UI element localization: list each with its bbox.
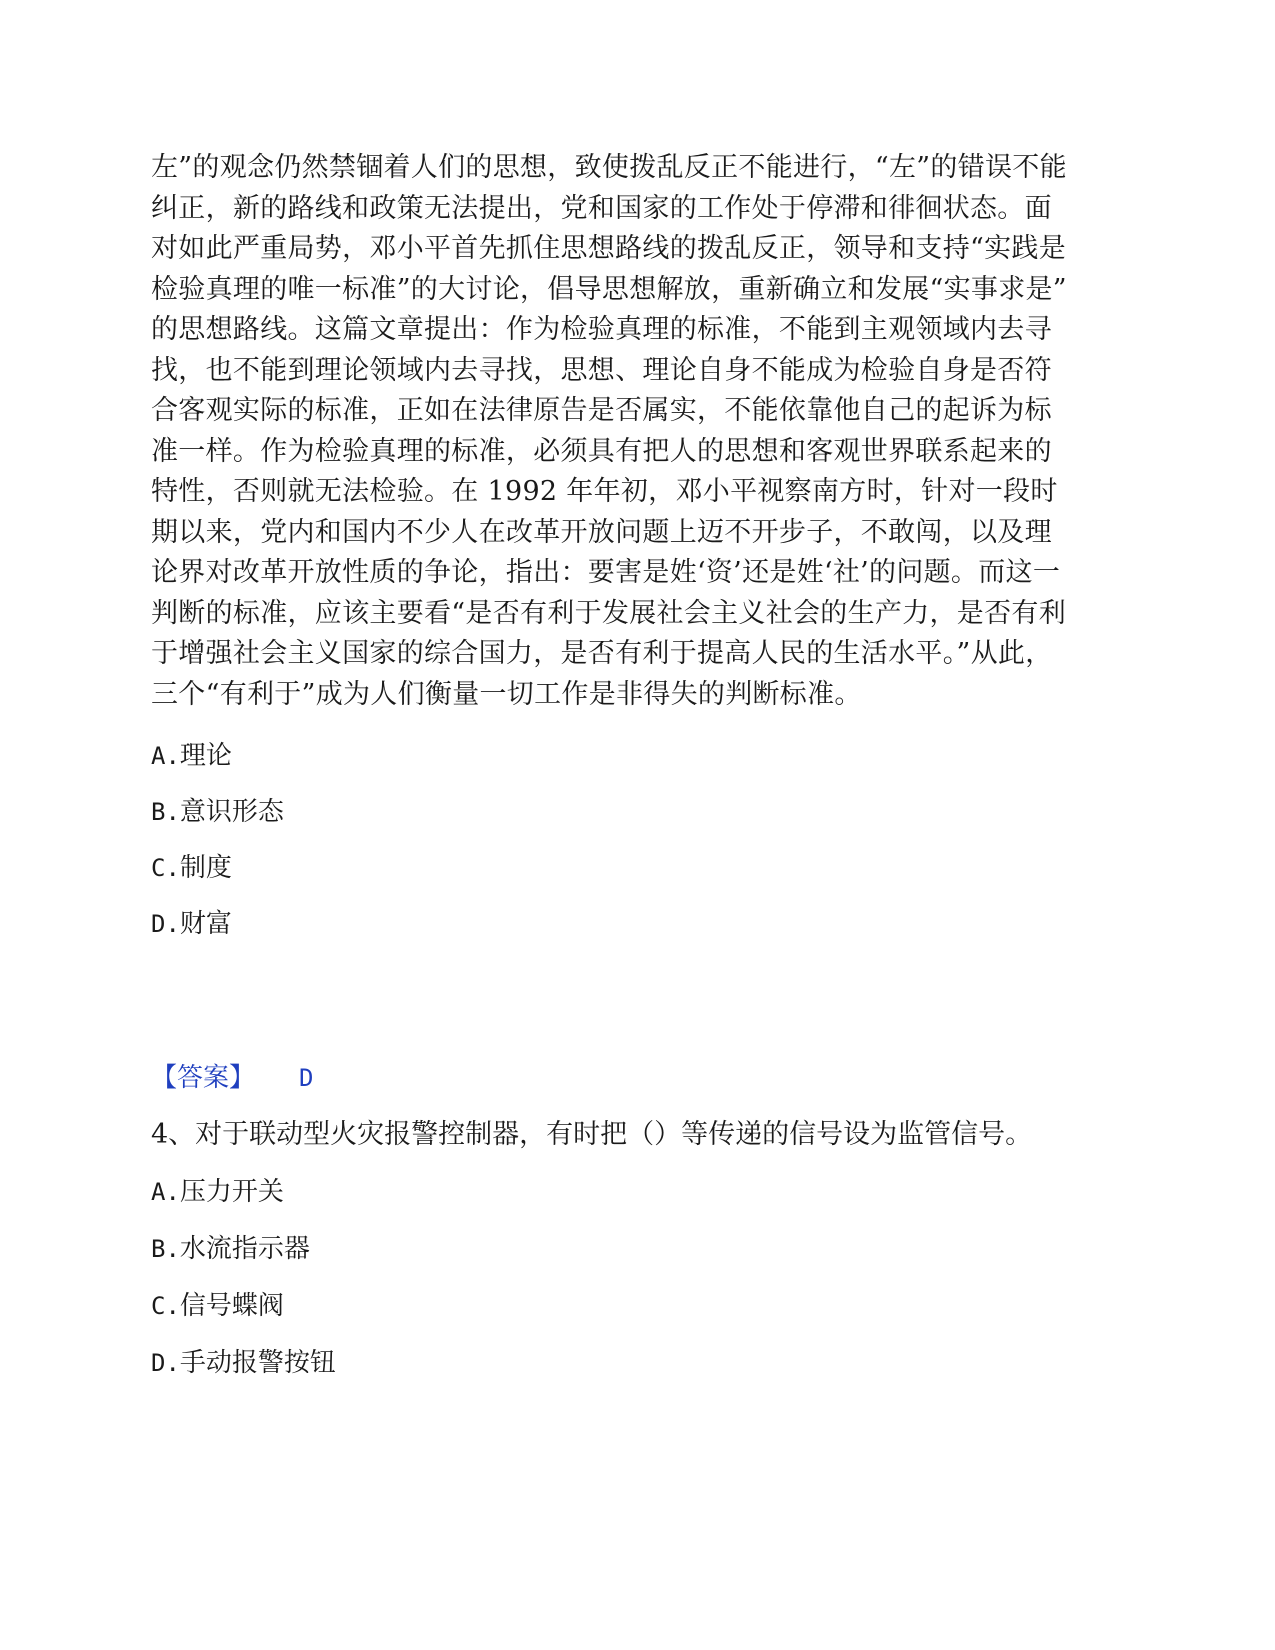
- option-letter: B.: [151, 1235, 180, 1263]
- option-text: 信号蝶阀: [179, 1291, 284, 1321]
- answer-label: 【答案】: [151, 1063, 256, 1093]
- passage-line: 于增强社会主义国家的综合国力，是否有利于提高人民的生活水平。”从此，: [151, 638, 1053, 669]
- passage-line: 期以来，党内和国内不少人在改革开放问题上迈不开步子，不敢闯，以及理: [151, 516, 1052, 548]
- passage-line: 对如此严重局势，邓小平首先抓住思想路线的拨乱反正，领导和支持“实践是: [151, 233, 1067, 264]
- q3-option-b: [151, 794, 284, 830]
- option-letter: B.: [151, 798, 180, 826]
- q4-option-a: [151, 1174, 284, 1210]
- q4-option-c: [151, 1288, 284, 1324]
- question-4-stem: 4、对于联动型火灾报警控制器，有时把（）等传递的信号设为监管信号。: [151, 1119, 1033, 1150]
- q4-option-b: [151, 1231, 310, 1267]
- q3-option-a: [151, 738, 232, 774]
- option-letter: A.: [151, 1178, 180, 1206]
- passage-line: 论界对改革开放性质的争论，指出：要害是姓‘资’还是姓‘社’的问题。而这一: [151, 557, 1061, 588]
- passage-line: 三个“有利于”成为人们衡量一切工作是非得失的判断标准。: [151, 678, 862, 710]
- passage-line: 的思想路线。这篇文章提出：作为检验真理的标准，不能到主观领域内去寻: [151, 314, 1052, 345]
- question-passage: [151, 148, 1131, 715]
- option-text: 理论: [179, 741, 232, 771]
- q3-option-d: [151, 906, 232, 942]
- passage-line: 左”的观念仍然禁锢着人们的思想，致使拨乱反正不能进行，“左”的错误不能: [151, 152, 1067, 183]
- passage-line: 特性，否则就无法检验。在 1992 年年初，邓小平视察南方时，针对一段时: [151, 476, 1058, 507]
- q4-option-d: [151, 1345, 336, 1381]
- answer-value: D: [299, 1064, 314, 1092]
- passage-line: 判断的标准，应该主要看“是否有利于发展社会主义社会的生产力，是否有利: [151, 597, 1067, 629]
- option-text: 意识形态: [179, 797, 284, 827]
- option-text: 水流指示器: [179, 1234, 310, 1264]
- passage-line: 纠正，新的路线和政策无法提出，党和国家的工作处于停滞和徘徊状态。面: [151, 192, 1052, 224]
- option-letter: C.: [151, 1292, 180, 1320]
- option-text: 压力开关: [179, 1177, 284, 1207]
- passage-line: 检验真理的唯一标准”的大讨论，倡导思想解放，重新确立和发展“实事求是”: [151, 273, 1067, 305]
- q3-option-c: [151, 850, 232, 886]
- answer-line: [151, 1060, 313, 1096]
- option-letter: A.: [151, 742, 180, 770]
- option-text: 制度: [179, 853, 232, 883]
- passage-line: 找，也不能到理论领域内去寻找，思想、理论自身不能成为检验自身是否符: [151, 354, 1052, 386]
- option-text: 财富: [179, 909, 232, 939]
- option-text: 手动报警按钮: [179, 1348, 336, 1378]
- option-letter: C.: [151, 854, 180, 882]
- passage-line: 准一样。作为检验真理的标准，必须具有把人的思想和客观世界联系起来的: [151, 435, 1052, 467]
- option-letter: D.: [151, 910, 180, 938]
- passage-line: 合客观实际的标准，正如在法律原告是否属实，不能依靠他自己的起诉为标: [151, 395, 1052, 426]
- option-letter: D.: [151, 1349, 180, 1377]
